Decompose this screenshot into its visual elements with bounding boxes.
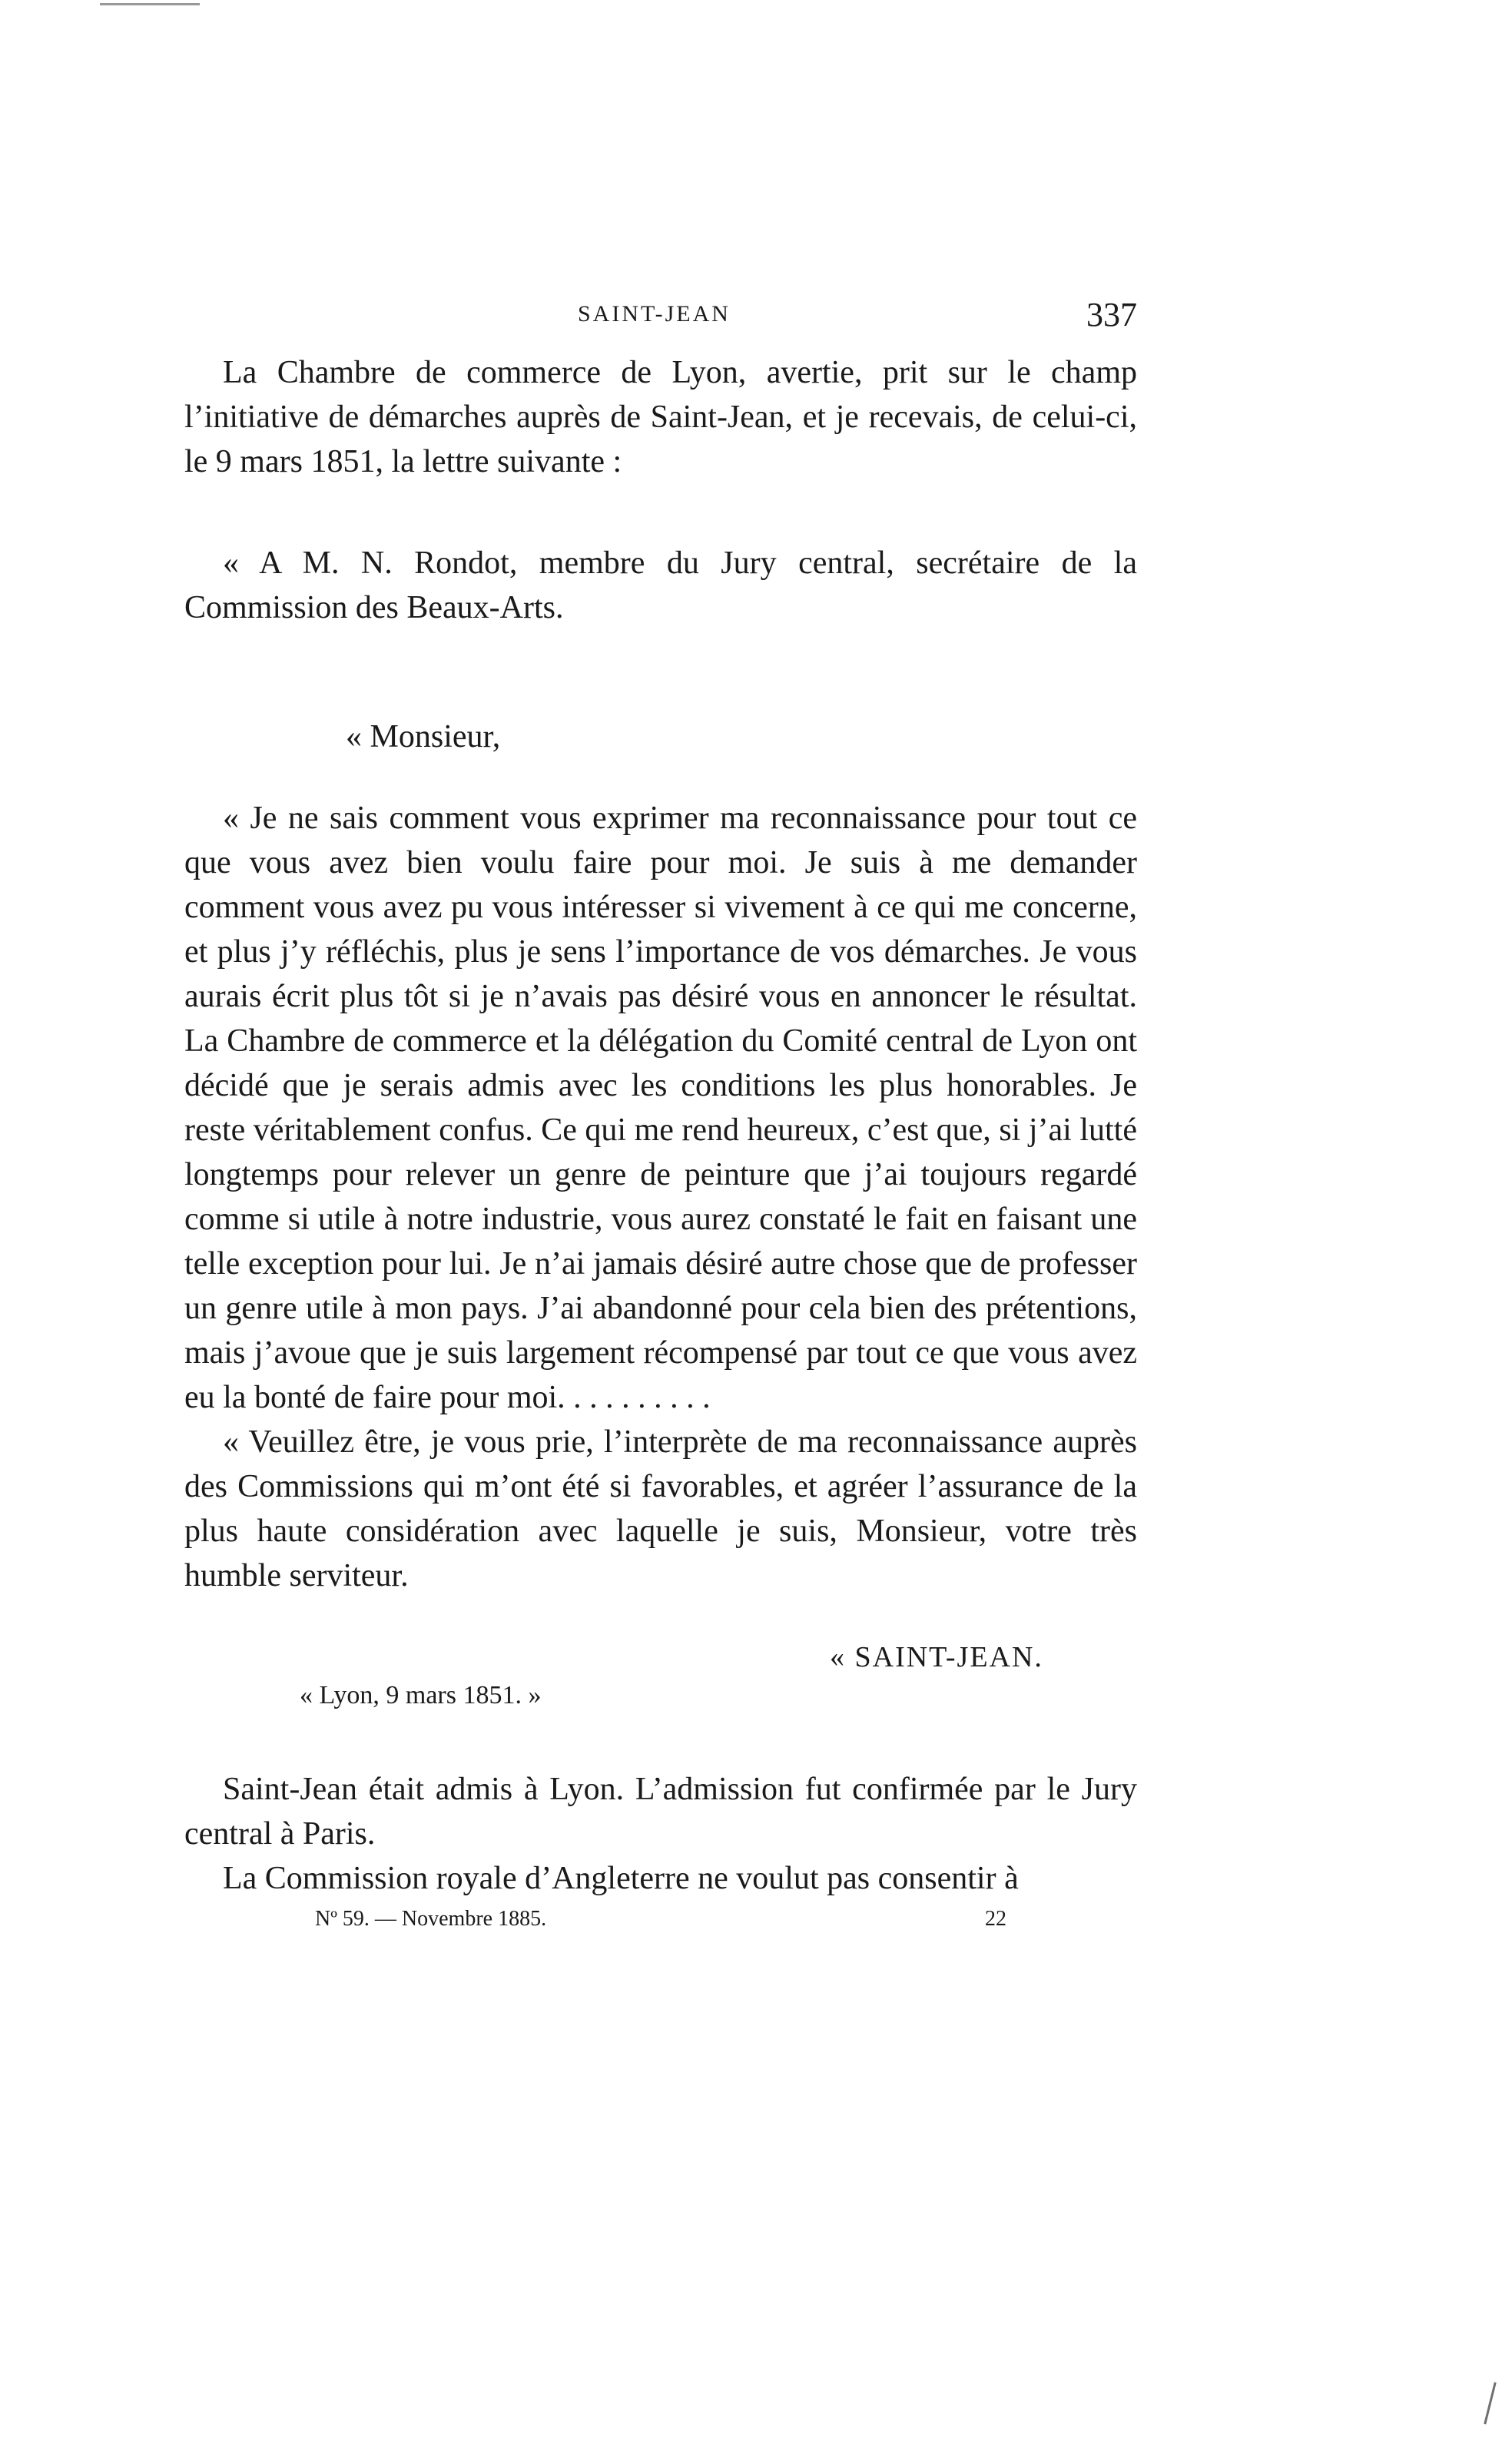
letter-paragraph-2: « Veuillez être, je vous prie, l’interprète de ma reconnaissance auprès des Commissions qui m’ont été si favorables, et agréer l’assurance de la plus haute considération avec laquelle je suis, Monsieur, votre très humble serviteur. (184, 1424, 1137, 1593)
letter-address-text: « A M. N. Rondot, membre du Jury central, secrétaire de la Commission des Beaux-Arts. (184, 545, 1137, 625)
paragraph-intro (184, 350, 1137, 484)
paragraph-commission: La Commission royale d’Angleterre ne voulut pas consentir à (223, 1861, 1019, 1896)
letter-address (184, 541, 1137, 630)
page-number: 337 (1086, 296, 1137, 333)
letter-body (184, 796, 1137, 1598)
footer-issue: Nº 59. — Novembre 1885. (315, 1907, 547, 1931)
letter-date: « Lyon, 9 mars 1851. » (300, 1681, 542, 1709)
running-head (184, 295, 1137, 341)
closing-paragraphs (184, 1767, 1137, 1901)
footer-signature-mark: 22 (985, 1907, 1006, 1931)
scan-edge-mark (100, 3, 200, 5)
paragraph-intro-text: La Chambre de commerce de Lyon, avertie, prit sur le champ l’initiative de démarches auprès de Saint-Jean, et je recevais, de celui-ci, le 9 mars 1851, la lettre suivante : (184, 355, 1137, 479)
pencil-edge-mark (1484, 2382, 1496, 2424)
paragraph-admission: Saint-Jean était admis à Lyon. L’admission fut confirmée par le Jury central à Paris. (184, 1772, 1137, 1852)
page-footer (315, 1907, 1006, 1938)
running-title: SAINT-JEAN (578, 301, 731, 327)
letter-salutation-text: « Monsieur, (346, 719, 501, 754)
letter-paragraph-1: « Je ne sais comment vous exprimer ma reconnaissance pour tout ce que vous avez bien voulu faire pour moi. Je suis à me demander comment vous avez pu vous intéresser si vivement à ce qui me concerne, et plus j’y réfléchis, plus je sens l’importance de vos démarches. Je vous aurais écrit plus tôt si je n’avais pas désiré vous en annoncer le résultat. La Chambre de commerce et la délégation du Comité central de Lyon ont décidé que je serais admis avec les conditions les plus honorables. Je reste véritablement confus. Ce qui me rend heureux, c’est que, si j’ai lutté longtemps pour relever un genre de peinture que j’ai toujours regardé comme si utile à notre industrie, vous aurez constaté le fait en faisant une telle exception pour lui. Je n’ai jamais désiré autre chose que de professer un genre utile à mon pays. J’ai abandonné pour cela bien des prétentions, mais j’avoue que je suis largement récompensé par tout ce que vous avez eu la bonté de faire pour moi. . . . . . . . . . (184, 801, 1137, 1415)
letter-salutation (346, 715, 1298, 759)
letter-signature: « SAINT-JEAN. (830, 1641, 1043, 1673)
